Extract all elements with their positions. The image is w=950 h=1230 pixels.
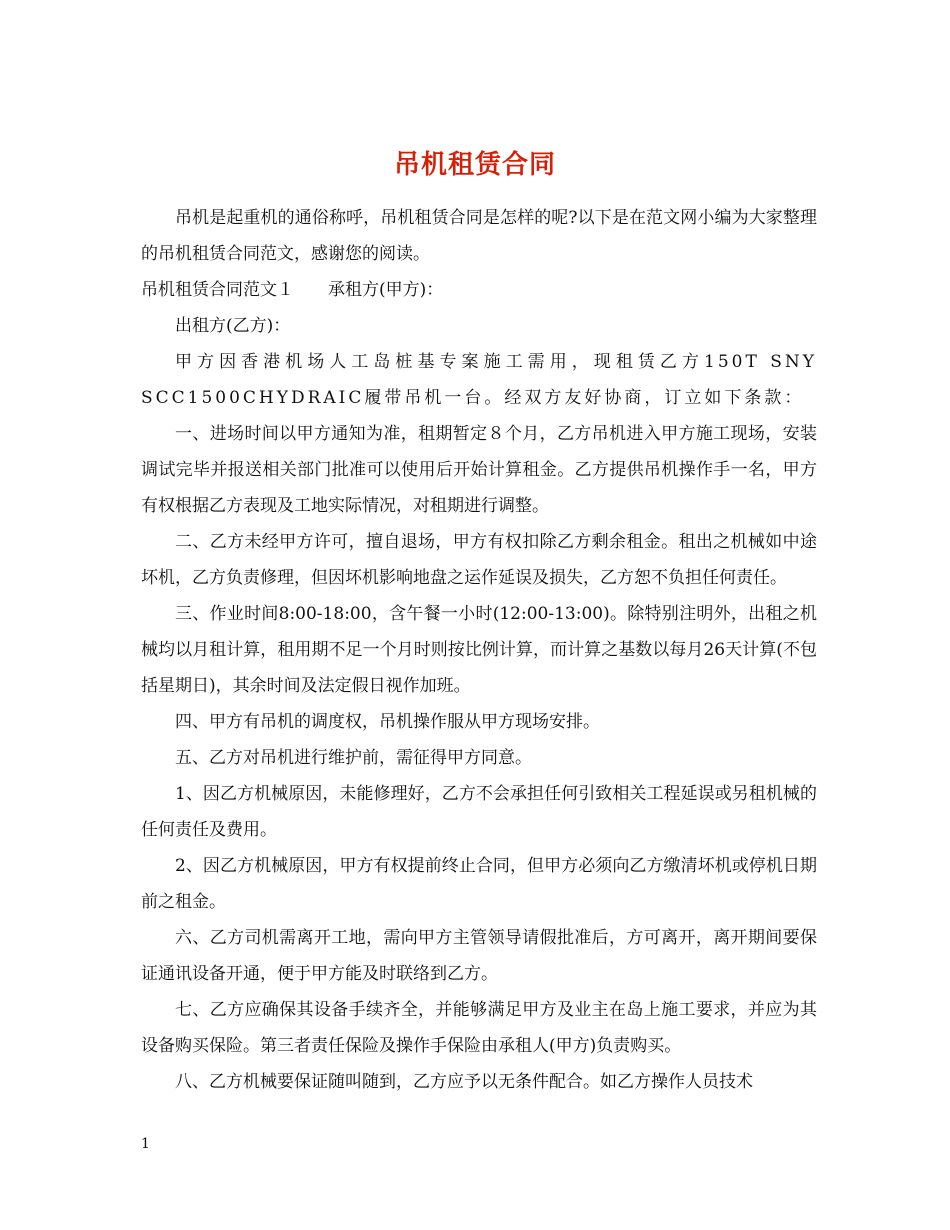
paragraph-sample-heading: 吊机租赁合同范文１ 承租方(甲方)： (141, 280, 444, 300)
paragraph-preamble: 甲方因香港机场人工岛桩基专案施工需用，现租赁乙方150T SNY SCC1500CHYDRAIC履带吊机一台。经双方友好协商，订立如下条款： (141, 352, 817, 408)
page-title: 吊机租赁合同 (393, 150, 556, 181)
clause-6: 六、乙方司机需离开工地，需向甲方主管领导请假批准后，方可离开，离开期间要保证通讯设备开通，便于甲方能及时联络到乙方。 (141, 928, 817, 984)
clause-2: 二、乙方未经甲方许可，擅自退场，甲方有权扣除乙方剩余租金。租出之机械如中途坏机，乙方负责修理，但因坏机影响地盘之运作延误及损失，乙方恕不负担任何责任。 (141, 532, 817, 588)
paragraph-intro: 吊机是起重机的通俗称呼，吊机租赁合同是怎样的呢?以下是在范文网小编为大家整理的吊机租赁合同范文，感谢您的阅读。 (141, 208, 817, 264)
clause-3: 三、作业时间8:00-18:00，含午餐一小时(12:00-13:00)。除特别注明外，出租之机械均以月租计算，租用期不足一个月时则按比例计算，而计算之基数以每月26天计算(不包括星期日)，其余时间及法定假日视作加班。 (141, 604, 817, 696)
clause-5-2: 2、因乙方机械原因，甲方有权提前终止合同，但甲方必须向乙方缴清坏机或停机日期前之租金。 (141, 856, 817, 912)
clause-4: 四、甲方有吊机的调度权，吊机操作服从甲方现场安排。 (175, 712, 600, 732)
document-body (141, 200, 817, 1100)
clause-1: 一、进场时间以甲方通知为准，租期暂定８个月，乙方吊机进入甲方施工现场，安装调试完毕并报送相关部门批准可以使用后开始计算租金。乙方提供吊机操作手一名，甲方有权根据乙方表现及工地实际情况，对租期进行调整。 (141, 424, 817, 516)
clause-7: 七、乙方应确保其设备手续齐全，并能够满足甲方及业主在岛上施工要求，并应为其设备购买保险。第三者责任保险及操作手保险由承租人(甲方)负责购买。 (141, 1000, 817, 1056)
clause-8: 八、乙方机械要保证随叫随到，乙方应予以无条件配合。如乙方操作人员技术 (175, 1072, 753, 1092)
clause-5: 五、乙方对吊机进行维护前，需征得甲方同意。 (175, 748, 532, 768)
page-number: 1 (141, 1136, 150, 1152)
paragraph-lessor: 出租方(乙方)： (175, 316, 291, 336)
clause-5-1: 1、因乙方机械原因，未能修理好，乙方不会承担任何引致相关工程延误或另租机械的任何责任及费用。 (141, 784, 817, 840)
